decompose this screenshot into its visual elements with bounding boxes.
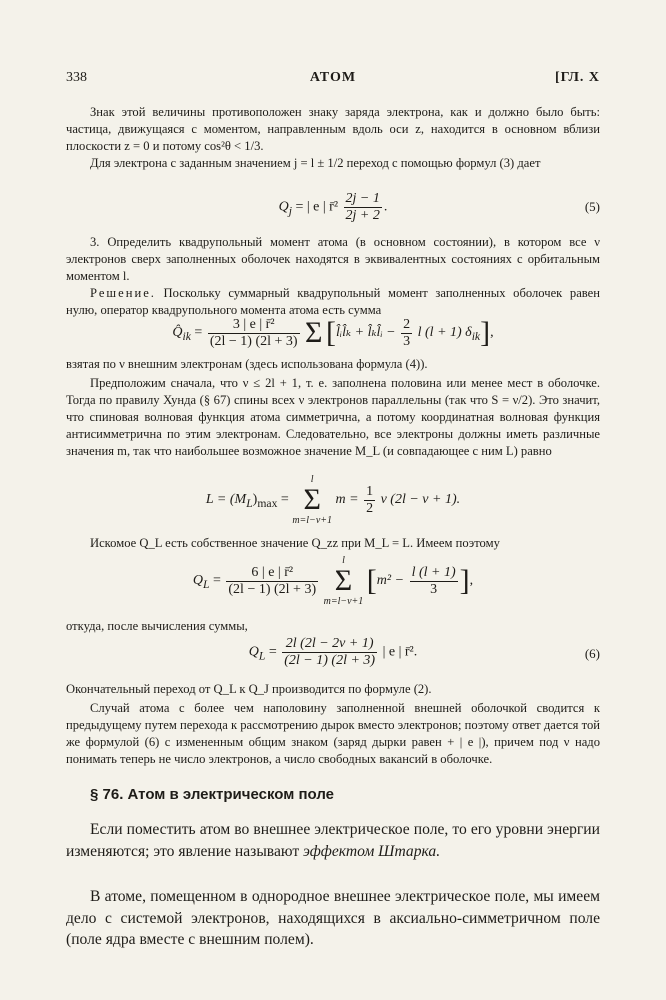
section-heading: § 76. Атом в электрическом поле — [90, 786, 335, 803]
paragraph-sign: Знак этой величины противоположен знаку заряда электрона, как и должно было быть: частица, движущаяся с моментом, направленным вдоль оси z, находится в основном вблизи плоскости z = 0 и потому cos²θ < 1/3. — [66, 105, 600, 153]
running-title: АТОМ — [309, 70, 357, 85]
equation-l-max: $L = (M_L)_{max}$ = l Σ m=l−ν+1 m = $\frac{1}{2}$ ν (2l − ν + 1). — [205, 474, 461, 526]
paragraph-electron: Для электрона с заданным значением j = l ± 1/2 переход с помощью формул (3) дает — [90, 156, 541, 170]
equation-quadrupole-operator: $Q̂_{ik}$ = $\frac{\text{3 | e | r̄²}}{(2l - 1) (2l + 3)}$ Σ [l̂ᵢl̂ₖ + l̂ₖl̂ᵢ − $\frac{2}{3}$ l (l + 1) $\delta_{ik}$], — [172, 316, 494, 349]
paragraph-uniform-field: В атоме, помещенном в однородное внешнее электрическое поле, мы имеем дело с системой электронов, находящихся в аксиально-симметричном поле (поле ядра вместе с внешним полем). — [66, 888, 600, 948]
equation-q-l-sum: $Q_L$ = $\frac{\text{6 | e | r̄²}}{(2l - 1) (2l + 3)}$ l Σ m=l−ν+1 [m² − $\frac{l (l + 1)}{3}$ ], — [192, 555, 474, 607]
paragraph-whence: откуда, после вычисления суммы, — [66, 619, 248, 633]
paragraph-holes: Случай атома с более чем наполовину заполненной внешней оболочкой сводится к предыдущему путем перехода к рассмотрению дырок вместо электронов; поэтому ответ дается той же формулой (6) с измененным общим знаком (заряд дырки равен + | e |), причем под ν надо понимать теперь не число электронов, а число свободных вакансий в оболочке. — [66, 701, 600, 766]
paragraph-stark: Если поместить атом во внешнее электрическое поле, то его уровни энергии изменяются; это явление называют эффектом Штарка. — [66, 821, 600, 860]
equation-5: $Q_j$ = | e | r̄² $\frac{2j - 1}{2j + 2}$ . (5) — [278, 191, 600, 223]
chapter-label: [ГЛ. X — [555, 70, 600, 85]
page-header — [66, 70, 600, 90]
equation-6: $Q_L$ = $\frac{2l (2l - 2\nu + 1)}{(2l - 1) (2l + 3)}$ | e | r̄². (6) — [248, 636, 600, 668]
solution-paragraph: Решение. Поскольку суммарный квадрупольный момент заполненных оболочек равен нулю, оператор квадрупольного момента атома есть сумма — [66, 286, 600, 317]
paragraph-final-transition: Окончательный переход от Q_L к Q_J производится по формуле (2). — [66, 682, 432, 696]
paragraph-taken: взятая по ν внешним электронам (здесь использована формула (4)). — [66, 357, 428, 371]
paragraph-required-q: Искомое Q_L есть собственное значение Q_zz при M_L = L. Имеем поэтому — [90, 536, 500, 550]
page-number: 338 — [66, 70, 87, 85]
paragraph-hund: Предположим сначала, что ν ≤ 2l + 1, т. е. заполнена половина или менее мест в оболочке. Тогда по правилу Хунда (§ 67) спины всех ν электронов параллельны (так что S = ν/2). Это значит, что спиновая волновая функция атома симметрична, а потому координатная волновая функция антисимметрична по этим электронам. Следовательно, все электроны должны иметь различные значения m, так что наибольшее возможное значение M_L (и совпадающее с ним L) равно — [66, 376, 600, 458]
equation-number: (5) — [584, 199, 600, 214]
equation-number: (6) — [584, 646, 600, 661]
problem-3: 3. Определить квадрупольный момент атома (в основном состоянии), в котором все ν электронов сверх заполненных оболочек находятся в эквивалентных состояниях с орбитальным моментом l. — [66, 235, 600, 283]
